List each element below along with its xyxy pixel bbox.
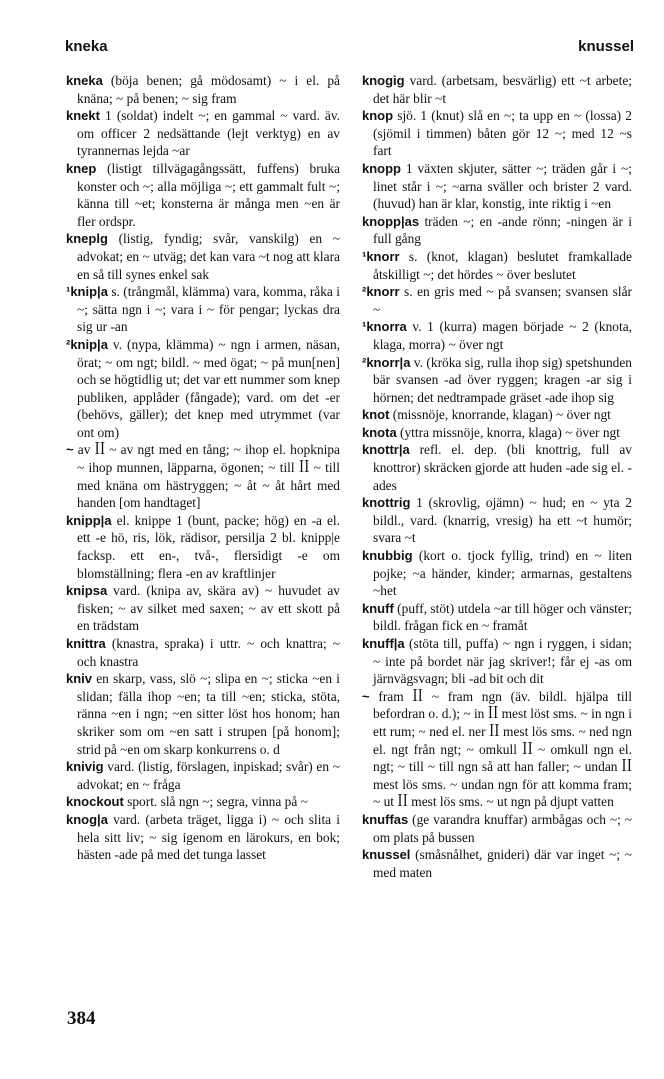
dictionary-entry: knogig vard. (arbetsam, besvärlig) ett ~t arbete; det här blir ~t — [362, 73, 632, 106]
entry-headword: knep — [66, 160, 97, 176]
left-column — [66, 72, 340, 864]
entry-headword: knussel — [362, 847, 411, 863]
dictionary-entry: knittra (knastra, spraka) i uttr. ~ och knattra; ~ och knastra — [66, 636, 340, 669]
dictionary-entry: knopp|as träden ~; en -ande rönn; -ningen är i full gång — [362, 213, 632, 247]
entry-headword: knopp — [362, 160, 401, 176]
entry-headword: ²knorr|a — [362, 354, 411, 370]
entry-headword: ²knip|a — [66, 336, 108, 352]
dictionary-entry: knubbig (kort o. tjock fyllig, trind) en ~ liten pojke; ~a händer, kinder; armarnas, gestaltens ~het — [362, 548, 632, 599]
entry-headword: knop — [362, 108, 394, 124]
entry-headword: knuff — [362, 600, 394, 616]
dictionary-entry: knipsa vard. (knipa av, skära av) ~ huvudet av fisken; ~ av silket med saxen; ~ av ett skott på en trädstam — [66, 583, 340, 634]
entry-headword: kneplg — [66, 231, 108, 247]
dictionary-entry: knot (missnöje, knorrande, klagan) ~ över ngt — [362, 407, 611, 423]
dictionary-entry: knop sjö. 1 (knut) slå en ~; ta upp en ~ (lossa) 2 (sjömil i timmen) båten gör 12 ~; med 12 ~s fart — [362, 108, 632, 159]
dictionary-entry: ²knip|a v. (nypa, klämma) ~ ngn i armen, näsan, örat; ~ om ngt; bildl. ~ med ögat; ~ på mun[nen] och se högtidlig ut; det var ett nummer som knep publiken, applåder (fångade); vard. om det -er (behövs, gäller); det knep med utrymmet (var ont om) — [66, 336, 340, 440]
dictionary-entry: knep (listigt tillvägagångssätt, fuffens) bruka konster och ~; alla möjliga ~; ett gammalt fult ~; känna till ~et; konsterna är många men ~en är fler ordspr. — [66, 160, 340, 229]
dictionary-entry: ~ fram ꟾꟾ ~ fram ngn (äv. bildl. hjälpa till befordran o. d.); ~ in ꟾꟾ mest löst sms. ~ in ngn i ett rum; ~ ned el. ner ꟾꟾ mest lös sms. ~ ned ngn el. ngt från ngt; ~ omkull ꟾꟾ ~ omkull ngn el. ngt; ~ till ~ till ngn så att han faller; ~ undan ꟾꟾ mest lös sms. ~ undan ngn för att komma fram; ~ ut ꟾꟾ mest lös sms. ~ ut ngn på djupt vatten — [362, 688, 633, 810]
entry-headword: ²knorr — [362, 284, 400, 300]
page-number: 384 — [67, 1008, 96, 1029]
dictionary-entry: ²knorr s. en gris med ~ på svansen; svansen slår ~ — [362, 284, 632, 317]
dictionary-entry: kneka (böja benen; gå mödosamt) ~ i el. på knäna; ~ på benen; ~ sig fram — [66, 73, 340, 106]
entry-headword: knog|a — [66, 811, 108, 827]
dictionary-entry: ¹knorra v. 1 (kurra) magen började ~ 2 (knota, klaga, morra) ~ över ngt — [362, 319, 632, 352]
entry-headword: ¹knorr — [362, 248, 400, 264]
dictionary-entry: ¹knip|a s. (trångmål, klämma) vara, komma, råka i ~; sätta ngn i ~; vara i ~ för pengar; lyckas dra sig ur -an — [66, 284, 340, 335]
dictionary-entry: knuffas (ge varandra knuffar) armbågas och ~; ~ om plats på bussen — [362, 811, 632, 845]
entry-headword: ~ — [66, 442, 74, 458]
entry-headword: knipsa — [66, 583, 108, 599]
page-header — [65, 38, 634, 60]
dictionary-entry: ¹knorr s. (knot, klagan) beslutet framkallade åtskilligt ~; det hördes ~ över beslutet — [362, 248, 632, 282]
entry-headword: kniv — [66, 671, 93, 687]
dictionary-entry: knog|a vard. (arbeta träget, ligga i) ~ och slita i hela sitt liv; ~ sig igenom en lärokurs, en bok; hästen -ade på med det tunga lasset — [66, 811, 340, 863]
entry-headword: knivig — [66, 759, 104, 775]
entry-headword: knot — [362, 407, 390, 423]
entry-headword: knota — [362, 424, 397, 440]
dictionary-entry: knottr|a refl. el. dep. (bli knottrig, full av knottror) skräcken gjorde att huden -ade sig el. -ades — [362, 442, 632, 493]
dictionary-entry: knuff|a (stöta till, puffa) ~ ngn i ryggen, i sidan; ~ inte på bordet när jag skriver!; får ej -as om järnvägsvagn; bli -ad bit och dit — [362, 636, 632, 687]
entry-headword: knopp|as — [362, 213, 420, 229]
dictionary-entry: knockout sport. slå ngn ~; segra, vinna på ~ — [66, 794, 308, 810]
entry-headword: knipp|a — [66, 512, 112, 528]
entry-headword: knekt — [66, 108, 100, 124]
dictionary-entry: ~ av ꟾꟾ ~ av ngt med en tång; ~ ihop el. hopknipa ~ ihop munnen, läpparna, ögonen; ~ till ꟾꟾ ~ till med knäna om hästryggen; ~ åt ~ åt hårt med handen [om handtaget] — [66, 442, 340, 511]
guide-word-left: kneka — [65, 38, 108, 55]
dictionary-entry: knekt 1 (soldat) indelt ~; en gammal ~ vard. äv. om officer 2 nedsättande (lejt verktyg) en av tyrannernas lejda ~ar — [66, 108, 340, 159]
entry-headword: knottr|a — [362, 442, 410, 458]
entry-headword: ¹knip|a — [66, 284, 108, 300]
dictionary-entry: knottrig 1 (skrovlig, ojämn) ~ hud; en ~ yta 2 bildl., vard. (knarrig, vresig) ha ett ~t humör; svara ~t — [362, 495, 632, 546]
dictionary-entry: knipp|a el. knippe 1 (bunt, packe; hög) en -a el. ett -e hö, ris, lök, rädisor, persilja 2 bl. knipp|e facksp. ett en-, två-, flersidigt -e om blomställning; flera -en av kraftlinjer — [66, 512, 340, 581]
entry-headword: ~ — [362, 688, 370, 704]
entry-headword: knuffas — [362, 811, 409, 827]
dictionary-entry: knussel (småsnålhet, gnideri) där var inget ~; ~ med maten — [362, 847, 632, 880]
dictionary-entry: knuff (puff, stöt) utdela ~ar till höger och vänster; bildl. frågan fick en ~ framåt — [362, 600, 632, 634]
right-column — [362, 72, 632, 881]
dictionary-entry: kneplg (listig, fyndig; svår, vanskilg) en ~ advokat; en ~ utväg; det kan vara ~t nog att klara en så till synes enkel sak — [66, 231, 340, 282]
entry-headword: knogig — [362, 73, 405, 88]
entry-headword: knottrig — [362, 495, 411, 511]
entry-headword: knubbig — [362, 548, 413, 564]
dictionary-entry: knota (yttra missnöje, knorra, klaga) ~ över ngt — [362, 424, 620, 440]
dictionary-entry: knopp 1 växten skjuter, sätter ~; träden går i ~; linet står i ~; ~arna sväller och brister 2 vard. (huvud) han är klar, konstig, inte riktig i ~en — [362, 160, 632, 212]
entry-headword: knuff|a — [362, 636, 405, 651]
dictionary-entry: ²knorr|a v. (kröka sig, rulla ihop sig) spetshunden bär svansen -ad över ryggen; kragen -ar sig i hörnen; det nedtrampade gräset -ade ihop sig — [362, 354, 632, 405]
entry-headword: knockout — [66, 794, 124, 810]
dictionary-entry: knivig vard. (listig, förslagen, inpiskad; svår) en ~ advokat; en ~ fråga — [66, 759, 340, 792]
guide-word-right: knussel — [578, 38, 634, 55]
entry-headword: ¹knorra — [362, 319, 407, 335]
dictionary-entry: kniv en skarp, vass, slö ~; slipa en ~; sticka ~en i slidan; fälla ihop ~en; ta till ~en; sticka, stöta, ränna ~en i ngn; ~en sitter löst hos honom; han skriker som om ~en satt i strupen [på honom]; strid på ~en om skarp konkurrens o. d — [66, 671, 340, 757]
entry-headword: knittra — [66, 636, 106, 651]
entry-headword: kneka — [66, 73, 103, 88]
